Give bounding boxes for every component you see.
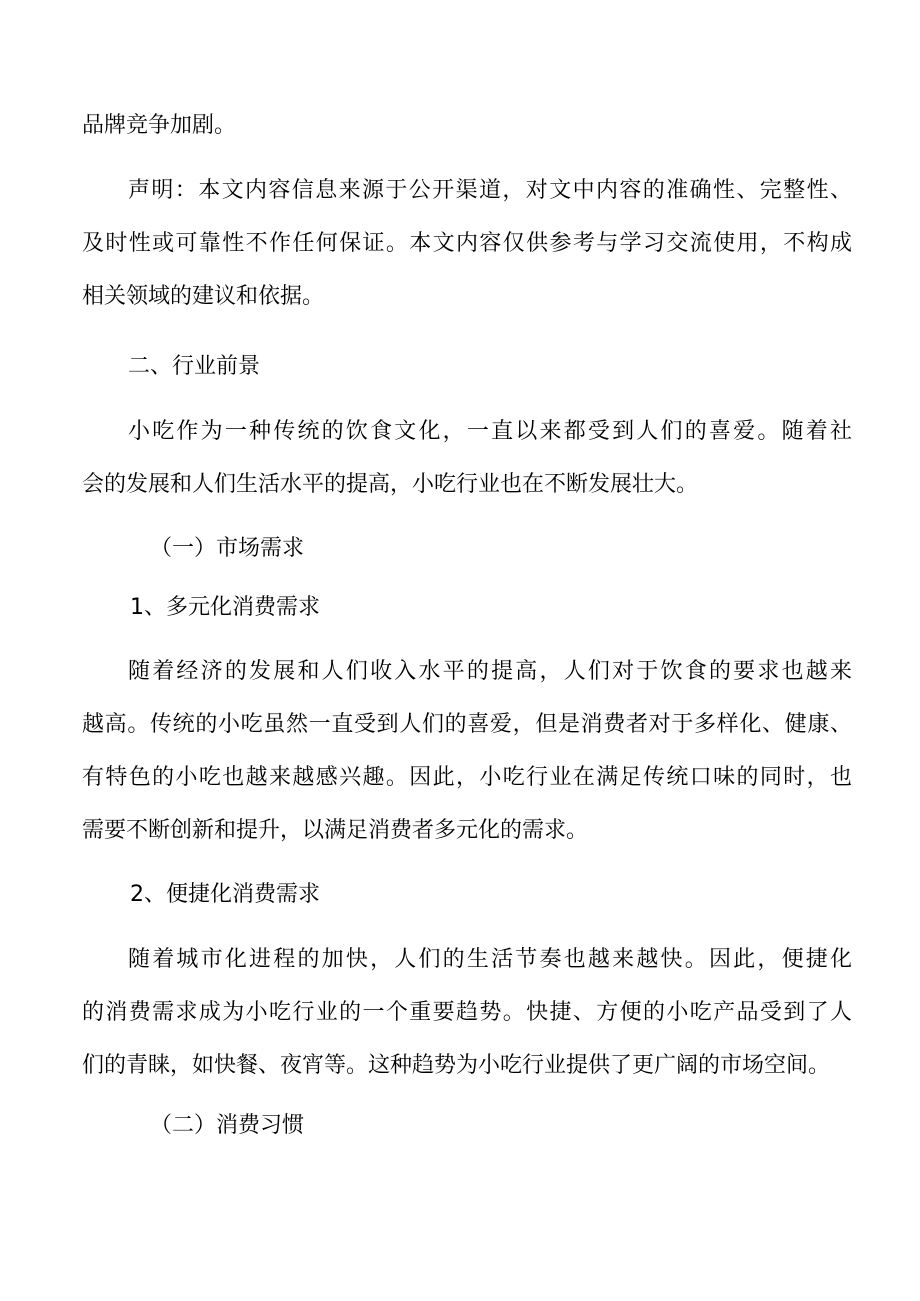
paragraph-line: 随着城市化进程的加快，人们的生活节奏也越来越快。因此，便捷化 [128,947,852,972]
paragraph-line: 有特色的小吃也越来越感兴趣。因此，小吃行业在满足传统口味的同时，也 [82,765,852,790]
paragraph-line: 小吃作为一种传统的饮食文化，一直以来都受到人们的喜爱。随着社 [128,419,852,444]
subsection-heading: （二）消费习惯 [150,1113,305,1138]
section-heading: 二、行业前景 [128,354,261,379]
item-heading: 1、多元化消费需求 [130,595,320,620]
subsection-heading: （一）市场需求 [150,536,305,561]
paragraph-line: 越高。传统的小吃虽然一直受到人们的喜爱，但是消费者对于多样化、健康、 [82,712,852,737]
disclaimer-line: 及时性或可靠性不作任何保证。本文内容仅供参考与学习交流使用，不构成 [82,231,852,256]
paragraph-line: 需要不断创新和提升，以满足消费者多元化的需求。 [82,818,589,843]
paragraph-line: 品牌竞争加剧。 [82,113,237,138]
paragraph-line: 随着经济的发展和人们收入水平的提高，人们对于饮食的要求也越来 [128,659,852,684]
paragraph-line: 们的青睐，如快餐、夜宵等。这种趋势为小吃行业提供了更广阔的市场空间。 [82,1053,831,1078]
paragraph-line: 的消费需求成为小吃行业的一个重要趋势。快捷、方便的小吃产品受到了人 [82,1000,852,1025]
disclaimer-line: 声明：本文内容信息来源于公开渠道，对文中内容的准确性、完整性、 [128,178,852,203]
item-heading: 2、便捷化消费需求 [130,882,320,907]
paragraph-line: 会的发展和人们生活水平的提高，小吃行业也在不断发展壮大。 [82,472,699,497]
disclaimer-line: 相关领域的建议和依据。 [82,284,325,309]
